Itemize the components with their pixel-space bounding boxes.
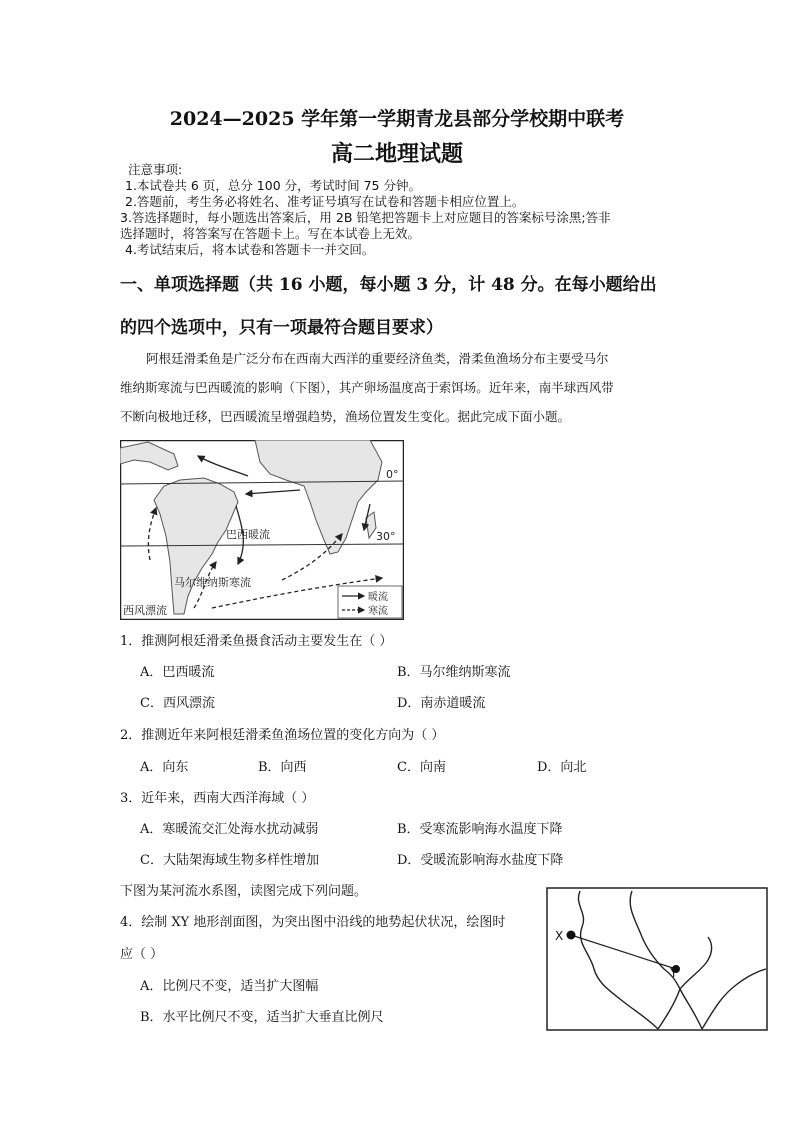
river-map-frame — [547, 888, 767, 1030]
notice-item-3-cont: 选择题时，将答案写在答题卡上。写在本试卷上无效。 — [120, 226, 421, 241]
notice-item-3: 3.答选择题时，每小题选出答案后，用 2B 铅笔把答题卡上对应题目的答案标号涂黑;答非 — [120, 210, 611, 225]
ocean-current-map — [120, 440, 404, 620]
question-1-stem: 1．推测阿根廷滑柔鱼摄食活动主要发生在（ ） — [120, 634, 393, 649]
question-4-stem-line1: 4．绘制 XY 地形剖面图，为突出图中沿线的地势起伏状况，绘图时 — [120, 915, 506, 930]
question-1-option-c[interactable]: C．西风漂流 — [140, 696, 215, 711]
notice-item-2: 2.答题前，考生务必将姓名、准考证号填写在试卷和答题卡相应位置上。 — [125, 194, 525, 209]
question-2-option-b[interactable]: B．向西 — [258, 760, 307, 775]
exam-subtitle: 高二地理试题 — [330, 141, 463, 167]
question-3-stem: 3．近年来，西南大西洋海域（ ） — [120, 791, 315, 806]
label-malvinas-current: 马尔维纳斯寒流 — [174, 576, 251, 589]
label-brazil-current: 巴西暖流 — [226, 528, 270, 541]
label-0-degree: 0° — [386, 468, 399, 481]
label-30-degree: 30° — [376, 530, 396, 543]
section-heading-line1: 一、单项选择题（共 16 小题，每小题 3 分，计 48 分。在每小题给出 — [120, 275, 657, 295]
passage-2: 下图为某河流水系图，读图完成下列问题。 — [120, 884, 368, 899]
exam-title: 2024—2025 学年第一学期青龙县部分学校期中联考 — [169, 108, 625, 130]
question-3-option-d[interactable]: D．受暖流影响海水盐度下降 — [397, 853, 564, 868]
notice-heading: 注意事项: — [128, 162, 183, 177]
question-1-option-d[interactable]: D．南赤道暖流 — [397, 696, 486, 711]
passage-line-1: 阿根廷滑柔鱼是广泛分布在西南大西洋的重要经济鱼类，滑柔鱼渔场分布主要受马尔 — [146, 351, 609, 366]
legend-cold-label: 寒流 — [368, 606, 388, 617]
question-4-option-b[interactable]: B．水平比例尺不变，适当扩大垂直比例尺 — [140, 1010, 384, 1025]
river-system-map — [546, 887, 768, 1031]
legend-warm-label: 暖流 — [368, 592, 388, 603]
point-x — [567, 931, 576, 940]
section-heading-line2: 的四个选项中，只有一项最符合题目要求） — [120, 318, 443, 338]
question-1-option-a[interactable]: A．巴西暖流 — [140, 665, 215, 680]
notice-item-1: 1.本试卷共 6 页，总分 100 分，考试时间 75 分钟。 — [125, 178, 421, 193]
question-2-stem: 2．推测近年来阿根廷滑柔鱼渔场位置的变化方向为（ ） — [120, 728, 445, 743]
question-2-option-c[interactable]: C．向南 — [397, 760, 446, 775]
question-4-option-a[interactable]: A．比例尺不变，适当扩大图幅 — [140, 979, 319, 994]
question-2-option-d[interactable]: D．向北 — [537, 760, 587, 775]
question-4-stem-line2: 应（ ） — [120, 947, 164, 962]
question-2-option-a[interactable]: A．向东 — [140, 760, 189, 775]
notice-item-4: 4.考试结束后，将本试卷和答题卡一并交回。 — [125, 242, 375, 257]
question-1-option-b[interactable]: B．马尔维纳斯寒流 — [397, 665, 511, 680]
label-west-wind-drift: 西风漂流 — [123, 604, 167, 617]
question-3-option-b[interactable]: B．受寒流影响海水温度下降 — [397, 822, 563, 837]
passage-line-3: 不断向极地迁移，巴西暖流呈增强趋势，渔场位置发生变化。据此完成下面小题。 — [120, 409, 571, 424]
passage-line-2: 维纳斯寒流与巴西暖流的影响（下图），其产卵场温度高于索饵场。近年来，南半球西风带 — [120, 380, 614, 395]
label-x: X — [555, 929, 564, 943]
label-y: Y — [670, 966, 678, 980]
question-3-option-a[interactable]: A．寒暖流交汇处海水扰动减弱 — [140, 822, 319, 837]
question-3-option-c[interactable]: C．大陆架海域生物多样性增加 — [140, 853, 319, 868]
